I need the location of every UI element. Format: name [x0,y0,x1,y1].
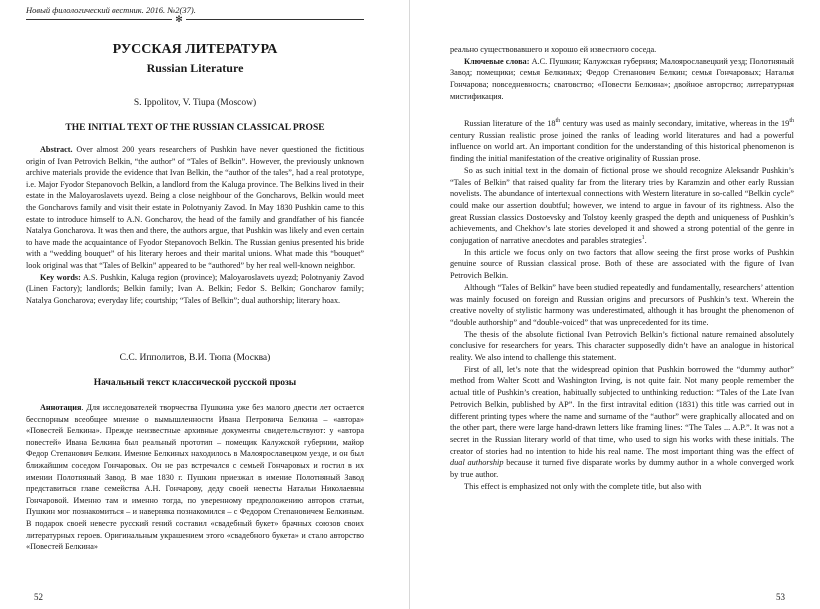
p6-text-b: because it turned five disparate works by dummy author in a whole converged work by true author. [450,458,794,480]
page-number-right: 53 [776,592,785,602]
abstract-ru-continuation: реально существовавшего и хорошо ей известного соседа. [450,45,657,54]
keywords-ru-text: А.С. Пушкин; Калужская губерния; Малоярославецкий уезд; Полотняный Завод; помещики; семья Белкиных; Федор Степанович Белкин; семья Гончаровых; Наталья Гончарова; повседневность; сватовство; «Повести Белкина»; двойное авторство; литературная мистификация. [450,56,795,101]
abstract-en-label: Abstract. [40,145,73,154]
body-paragraph-4: Although “Tales of Belkin” have been studied repeatedly and fundamentally, researchers’ attention was mainly focused on foreign and Russian origins and precursors of Pushkin’s text. Wherein the creative novelty of stylistic harmony was underestimated, although it has brought the phenomenon of “double authorship” and “double-voiced” that was unprecedented for its time. [450,282,794,327]
keywords-en-text: A.S. Pushkin, Kaluga region (province); Maloyaroslavets uyezd; Polotnyaniy Zavod (Linen Factory); landlords; Belkin family; Ivan A. Belkin; Fedor S. Belkin; Goncharov family; Natalya Goncharova; everyday life; courtship; “Tales of Belkin”; dual authorship; literary hoax. [26,272,364,305]
abstract-ru-paragraph [26,402,364,553]
body-paragraph-5: The thesis of the absolute fictional Ivan Petrovich Belkin’s fictional nature remained absolutely conclusive for researchers for years. This character supposedly didn’t have an analogue in historical reality. We also intend to challenge this statement. [450,329,794,363]
p1-text-c: century Russian realistic prose joined the ranks of leading world literatures and had a powerful influence on world art. An important condition for the understanding of this historical phenomenon is finding the initial manifestation of the creative originality of Russian prose. [450,130,794,164]
keywords-ru-paragraph [450,56,794,103]
article-title-ru: Начальный текст классической русской прозы [93,378,297,388]
body-paragraph-2 [450,165,794,247]
article-body [450,118,794,493]
journal-header: Новый филологический вестник. 2016. №2(37). [26,5,196,15]
keywords-en-label: Key words: [40,272,81,282]
p1-text-a: Russian literature of the 18 [464,119,556,128]
footnote-ref-1[interactable]: 1 [641,235,645,242]
ornament-icon: ✻ [175,14,183,24]
abstract-ru-label: Аннотация [40,403,82,412]
p2-end: . [644,236,647,246]
keywords-ru-label: Ключевые слова: [464,56,530,66]
body-paragraph-6 [450,364,794,481]
abstract-en [26,144,364,306]
page-number-left: 52 [34,592,43,602]
p1-sup-2: th [789,118,794,125]
right-page [410,0,820,609]
abstract-ru-text: . Для исследователей творчества Пушкина уже без малого двести лет остается бесспорным всеобщее мнение о вымышленности Ивана Петровича Белкина – «автора» «Повестей Белкина». Прежде неизвестные архивные документы свидетельствуют: у «автора повестей» Ивана Белкина был реальный прототип – помещик Калужской губернии, майор Федор Степанович Белкин. Имение Белкиных находилось в Малоярославецком уезде, и он был ближайшим соседом Гончаровых. Он не раз встречался с семьей Гончаровых и гостил в их имении Полотняный Завод. В мае 1830 г. Пушкин приезжал в имение Полотняный Завод представиться главе семейства А.Н. Гончарову, деду своей невесты Натальи Николаевны Гончаровой. Именно там и именно тогда, по уверенному предположению авторов статьи, Пушкин мог познакомиться – и наверняка познакомился – с Федором Степановичем Белкиным. В подарок своей невесте русский гений составил «свадебный букет» брачных союзов своих литературных героев. Оригинальным украшением этого «свадебного букета» и стало авторство «Повестей Белкина» [26,403,364,552]
authors-en: S. Ippolitov, V. Tiupa (Moscow) [133,98,257,108]
keywords-en-paragraph [26,272,364,307]
header-rule-left [26,19,172,20]
authors-ru: С.С. Ипполитов, В.И. Тюпа (Москва) [119,353,271,363]
right-top-block [450,44,794,103]
p6-emphasis: dual authorship [450,458,504,468]
section-title-en: Russian Literature [146,61,244,75]
body-paragraph-1 [450,118,794,165]
p6-text-a: First of all, let’s note that the widespread opinion that Pushkin borrowed the “dummy author” method from Walter Scott and Washington Irving, is not quite fair. Not many people remember the actual title of Pushkin’s creation, habitually subjected to unthinking reduction: “Tales of the Late Ivan Petrovich Belkin, published by AP”. In the first intravital edition (1831) this title was carried out in different printing types where the name and surname of the “author” were graphically allocated and on the other part, there were large hand-drawn letters like framing lines: “The Tales ... A.P.”. It was not a secret in the Russian literary world of that time, who used to sign his works with these initials. The creator of stories had no intention to hide his real name. The most important thing was the effect of [450,364,794,456]
abstract-en-text: Over almost 200 years researchers of Pushkin have never questioned the fictitious origin of Ivan Petrovich Belkin, “the author” of “Tales of Belkin”. However, the previously unknown archive materials provide the evidence that Ivan Belkin, the “author of the tales”, had a real prototype, i.e. Major Fyodor Stepanovoch Belkin, a landlord from the Kaluga province. The Belkins lived in their estate in the Maloyaroslavets uyezd. Being a close neighbour of the Goncharovs, Belkin would meet the Goncharovs family and visit their estate in Polotnyaniy Zavod. In May 1830 Pushkin came to this estate to introduce himself to A.N. Goncharov, the head of the family and grandfather of his fiancée Natalya Goncharova. It was then and there, the authors argue, that Pushkin was likely and even certain to have made the acquaintance of Fyodor Stepanovoch Belkin. The Russian genius presented his bride with a “wedding bouquet” of his literary heroes and their marital unions. What made this “bouquet” look original was that “Tales of Belkin” appeared to be “authored” by her real well-known neighbor. [26,145,364,270]
p2-text: So as such initial text in the domain of fictional prose we should recognize Aleksandr Pushkin’s “Tales of Belkin” that raised quality far from the literary tries by Karamzin and other early Russian novelists. The abundance of intertexual connections with Western literature in so-called “Belkin cycle” could make our assertion doubtful; however, we intend to argue in favour of its rightness. Also the great Russian classics Dostoevsky and Tolstoy keenly grasped the depth and uniqueness of Pushkin’s achievements, and Chekhov’s late stories developed it and showed a strong potential of the genre in conjugation of narrative anecdotes and parables strategies [450,165,794,246]
p1-text-b: century was used as mainly secondary, imitative, whereas in the 19 [560,119,790,128]
section-title-ru: РУССКАЯ ЛИТЕРАТУРА [112,42,278,57]
abstract-ru [26,402,364,553]
body-paragraph-3: In this article we focus only on two factors that allow seeing the first prose works of Pushkin genuine source of Russian classical prose. Both of these are associated with the figure of Ivan Petrovich Belkin. [450,247,794,281]
header-rule-right [186,19,364,20]
abstract-en-paragraph [26,144,364,272]
p1-sup-1: th [555,118,561,125]
body-paragraph-7: This effect is emphasized not only with the complete title, but also with [464,481,702,491]
article-title-en: THE INITIAL TEXT OF THE RUSSIAN CLASSICAL PROSE [65,123,325,133]
